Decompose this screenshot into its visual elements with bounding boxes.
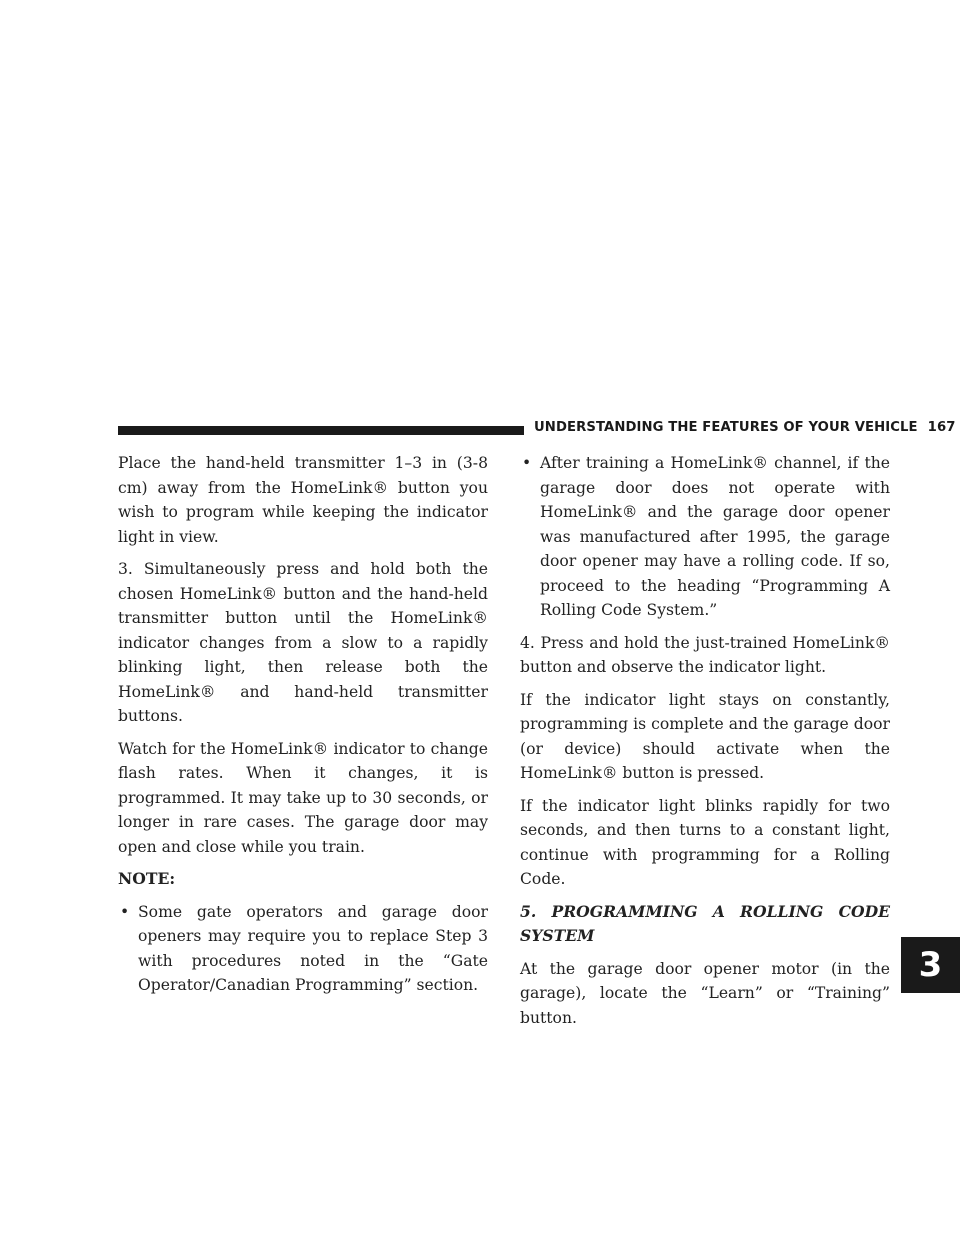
paragraph: 4. Press and hold the just-trained HomeLink® button and observe the indicator light. xyxy=(520,633,890,676)
header-rule xyxy=(118,426,524,435)
bullet-text: After training a HomeLink® channel, if the garage door does not operate with HomeLink® and the garage door opener was manufactured after 1995, the garage door opener may have a rolling code. If so, proceed to the heading “Programming A Rolling Code System.” xyxy=(540,454,890,619)
paragraph: Place the hand-held transmitter 1–3 in (3-8 cm) away from the HomeLink® button you wish to program while keeping the indicator light in view. xyxy=(118,454,488,546)
running-header xyxy=(534,420,956,435)
paragraph: 3. Simultaneously press and hold both the chosen HomeLink® button and the hand-held transmitter button until the HomeLink® indicator changes from a slow to a rapidly blinking light, then release both the HomeLink® and hand-held transmitter buttons. xyxy=(118,560,488,725)
bullet-mark: • xyxy=(120,902,130,921)
chapter-tab: 3 xyxy=(901,937,960,993)
paragraph: If the indicator light stays on constantly, programming is complete and the garage door (or device) should activate when the HomeLink® button is pressed. xyxy=(520,690,890,782)
section-heading: 5. PROGRAMMING A ROLLING CODE SYSTEM xyxy=(520,901,890,945)
paragraph: Watch for the HomeLink® indicator to change flash rates. When it changes, it is programmed. It may take up to 30 seconds, or longer in rare cases. The garage door may open and close while you train. xyxy=(118,739,488,856)
page-number: 167 xyxy=(927,420,956,435)
note-bullet xyxy=(118,900,488,998)
header-title: UNDERSTANDING THE FEATURES OF YOUR VEHICLE xyxy=(534,420,918,435)
note-heading: NOTE: xyxy=(118,869,176,888)
bullet-text: Some gate operators and garage door openers may require you to replace Step 3 with procedures noted in the “Gate Operator/Canadian Programming” section. xyxy=(138,902,488,994)
paragraph: At the garage door opener motor (in the garage), locate the “Learn” or “Training” button. xyxy=(520,959,890,1027)
bullet-mark: • xyxy=(522,454,532,472)
paragraph: If the indicator light blinks rapidly for two seconds, and then turns to a constant light, continue with programming for a Rolling Code. xyxy=(520,796,890,888)
info-bullet xyxy=(520,451,890,623)
right-column xyxy=(520,451,890,1038)
left-column xyxy=(118,451,488,1006)
